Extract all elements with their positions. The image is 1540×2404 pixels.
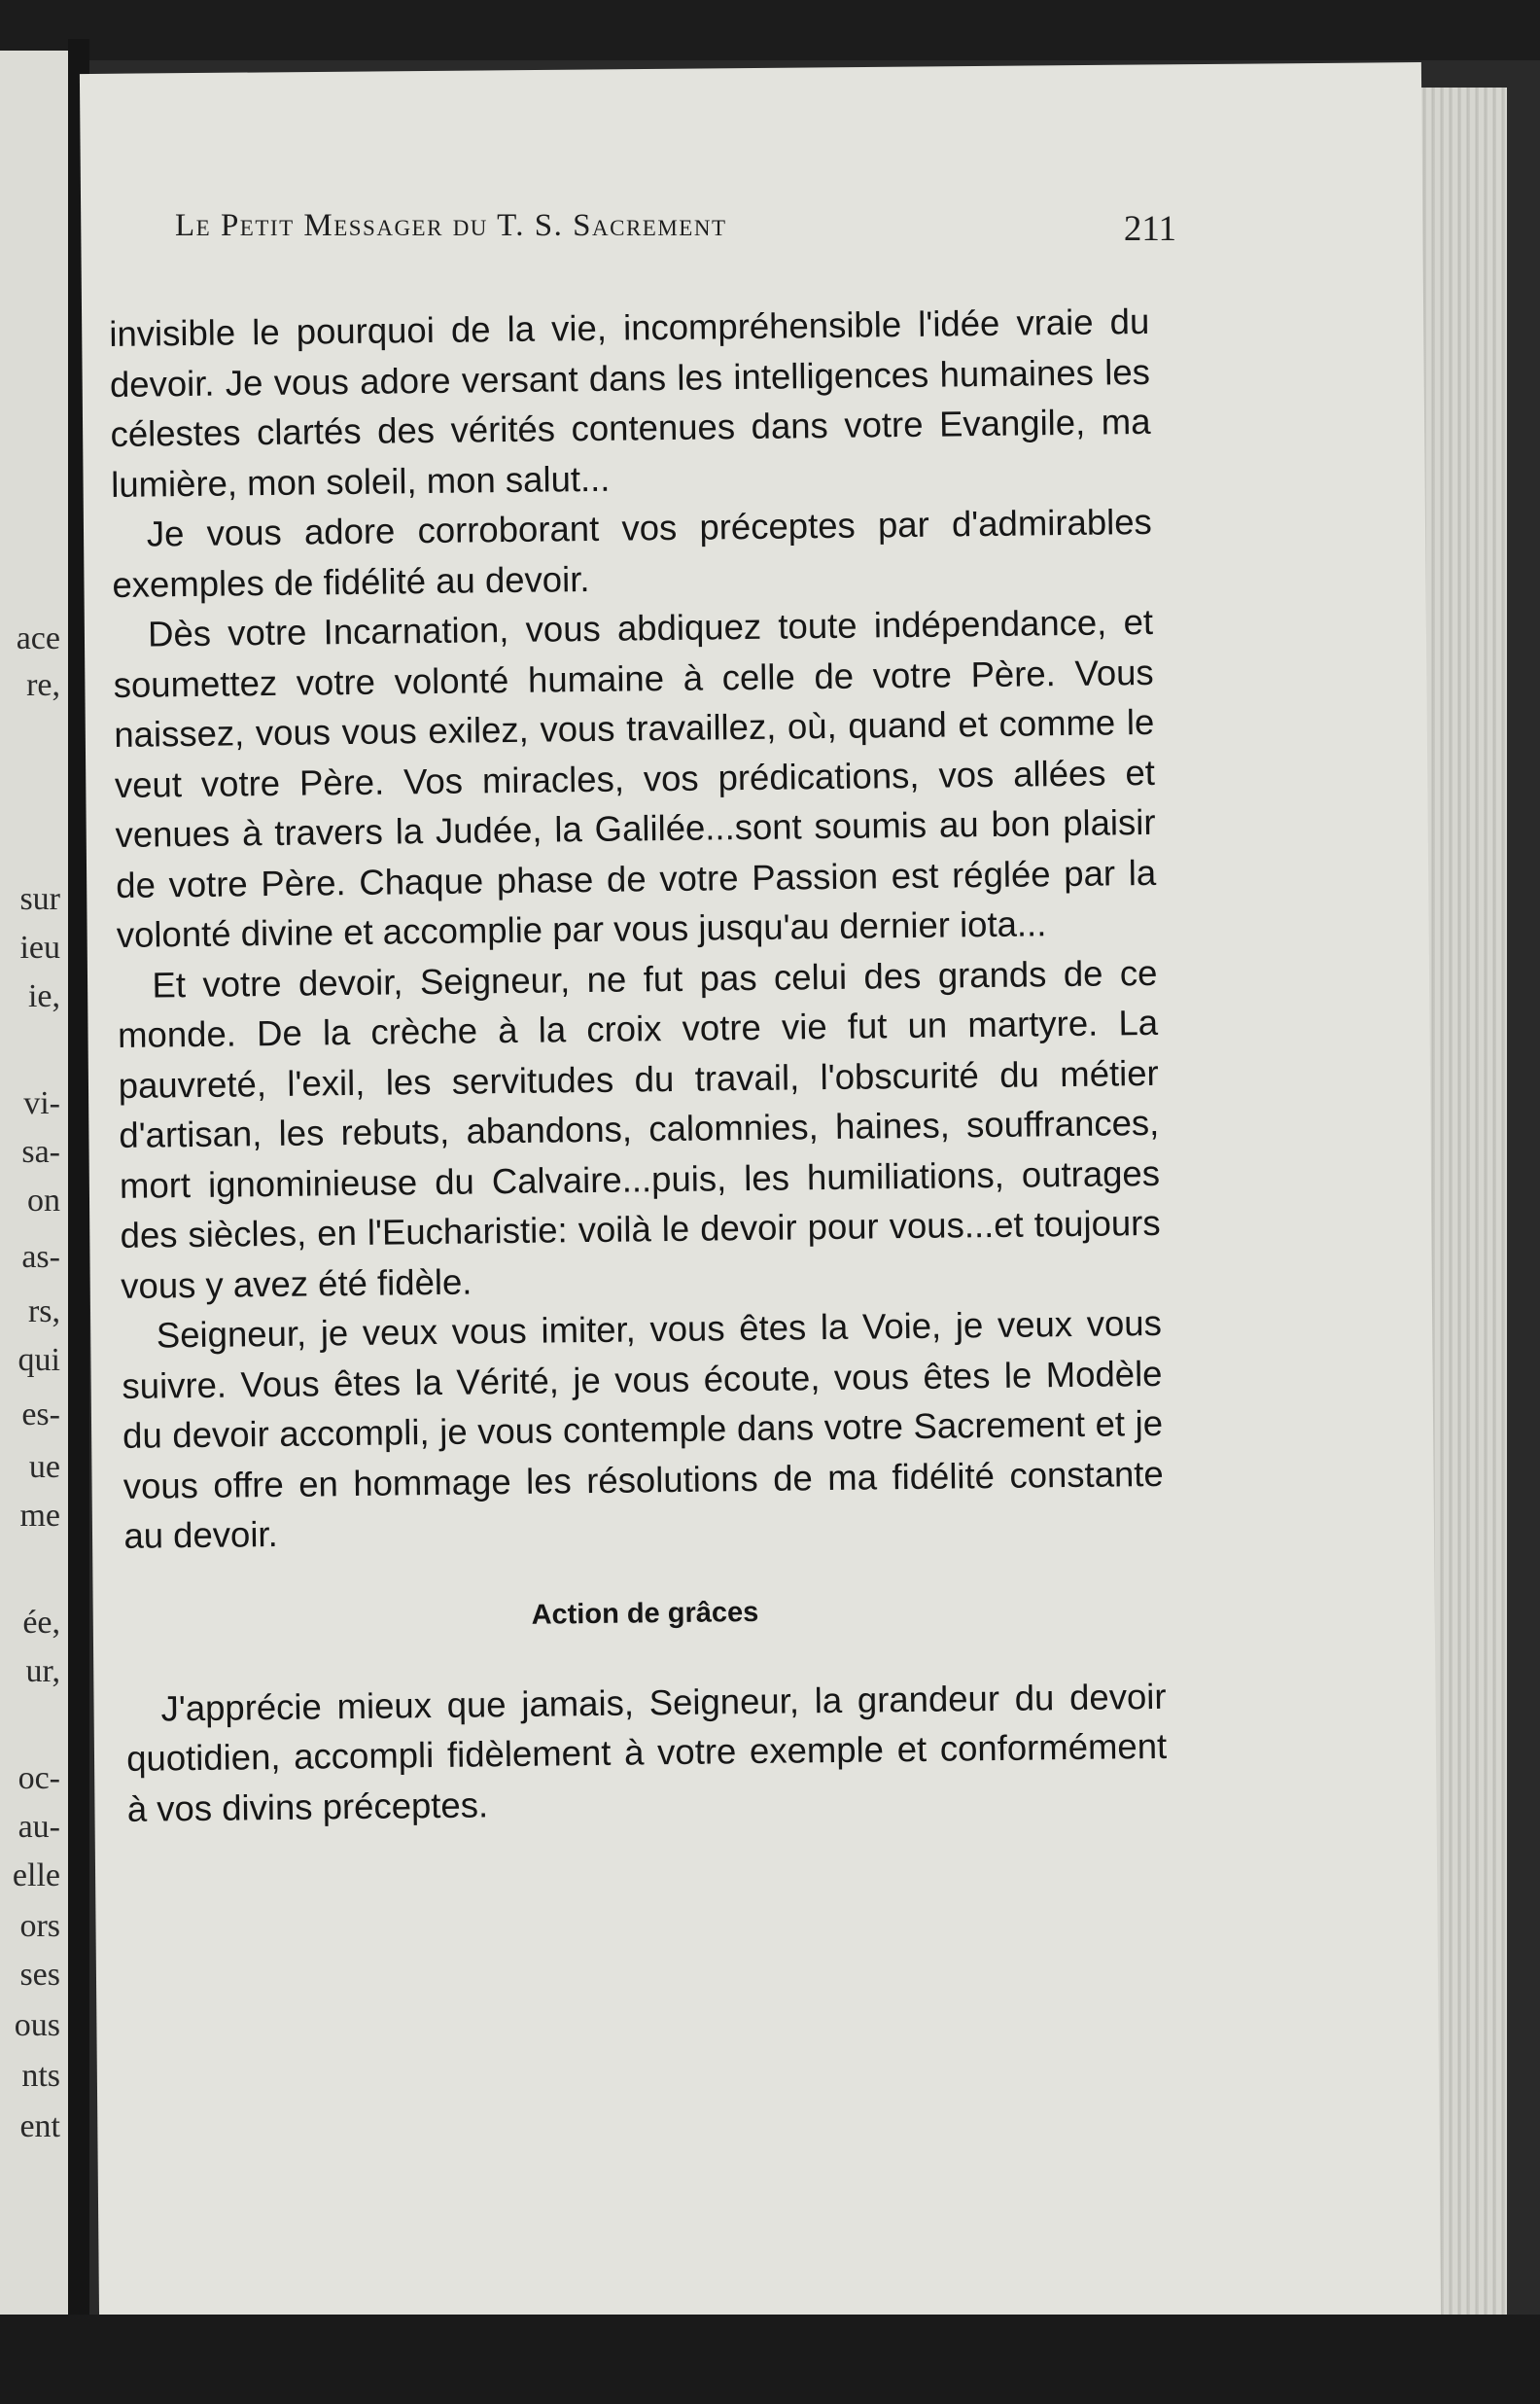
section-title: Action de grâces — [531, 1596, 759, 1631]
facing-page-fragment: ors — [19, 1908, 60, 1944]
facing-page-fragment: ur, — [25, 1653, 60, 1689]
facing-page-fragment: as- — [21, 1239, 60, 1275]
facing-page-fragment: ses — [19, 1957, 60, 1993]
scan-top-margin — [0, 0, 1540, 60]
facing-page-fragment: ous — [14, 2007, 60, 2043]
facing-page-fragment: ieu — [19, 930, 60, 966]
facing-page-fragment: ue — [28, 1449, 60, 1485]
facing-page-fragment: ie, — [27, 978, 60, 1014]
paragraph: invisible le pourquoi de la vie, incompréhensible l'idée vraie du devoir. Je vous adore versant dans les intelligences humaines les célestes clartés des vérités contenues dans votre Evangile, ma lumière, mon soleil, mon salut... — [109, 300, 1151, 505]
facing-page-fragment: es- — [21, 1396, 60, 1432]
page-body — [109, 297, 1168, 1834]
facing-page-fragment: nts — [21, 2058, 60, 2094]
facing-page-fragment: re, — [26, 667, 60, 703]
facing-page-fragment: elle — [12, 1857, 60, 1893]
facing-page-edge — [0, 51, 68, 2316]
paragraph: Et votre devoir, Seigneur, ne fut pas celui des grands de ce monde. De la crèche à la croix votre vie fut un martyre. La pauvreté, l'exil, les servitudes du travail, l'obscurité du métier d'artisan, les rebuts, abandons, calomnies, haines, souffrances, mort ignominieuse du Calvaire...puis, les humiliations, outrages des siècles, en l'Eucharistie: voilà le devoir pour vous...et toujours vous y avez été fidèle. — [117, 952, 1161, 1306]
paragraph: Seigneur, je veux vous imiter, vous êtes la Voie, je veux vous suivre. Vous êtes la Vérité, je vous écoute, vous êtes le Modèle du devoir accompli, je vous contemple dans votre Sacrement et je vous offre en hommage les résolutions de ma fidélité constante au devoir. — [122, 1302, 1164, 1556]
closing-paragraph: J'apprécie mieux que jamais, Seigneur, la grandeur du devoir quotidien, accompli fidèlement à votre exemple et conformément à vos divins préceptes. — [125, 1676, 1168, 1829]
facing-page-fragment: ace — [16, 620, 60, 656]
facing-page-fragment: au- — [18, 1809, 60, 1845]
page-number: 211 — [1123, 209, 1176, 249]
page-header — [175, 194, 1176, 263]
facing-page-fragment: me — [19, 1498, 60, 1534]
facing-page-fragment: on — [27, 1183, 60, 1219]
facing-page-fragment: sur — [19, 881, 60, 917]
facing-page-fragment: sa- — [21, 1134, 60, 1170]
facing-page-fragment: qui — [18, 1342, 60, 1378]
facing-page-fragment: oc- — [18, 1760, 60, 1796]
scan-bottom-margin — [0, 2315, 1540, 2404]
facing-page-fragment: ée, — [22, 1605, 60, 1641]
paragraph: Je vous adore corroborant vos préceptes par d'admirables exemples de fidélité au devoir. — [112, 501, 1152, 605]
facing-page-fragment: rs, — [27, 1293, 60, 1329]
running-title: Le Petit Messager du T. S. Sacrement — [175, 208, 727, 243]
paragraph: Dès votre Incarnation, vous abdiquez toute indépendance, et soumettez votre volonté humaine à celle de votre Père. Vous naissez, vous vous exilez, vous travaillez, où, quand et comme le veut votre Père. Vos miracles, vos prédications, vos allées et venues à travers la Judée, la Galilée...sont soumis au bon plaisir de votre Père. Chaque phase de votre Passion est réglée par la volonté divine et accomplie par vous jusqu'au dernier iota... — [113, 601, 1157, 955]
facing-page-fragment: vi- — [23, 1085, 60, 1121]
facing-page-fragment: ent — [19, 2108, 60, 2144]
